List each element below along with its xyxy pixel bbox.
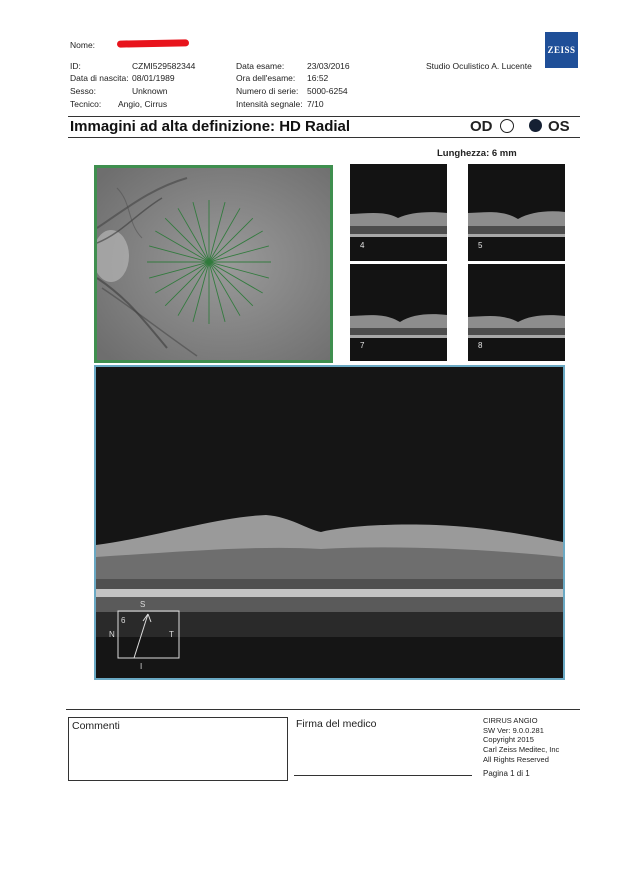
page-number: Pagina 1 di 1 — [483, 769, 530, 778]
name-redaction — [117, 39, 189, 47]
dob-value: 08/01/1989 — [132, 73, 175, 83]
serial-value: 5000-6254 — [307, 86, 348, 96]
signature-line — [294, 775, 472, 776]
bscan-main-graphic — [96, 367, 563, 678]
id-label: ID: — [70, 61, 81, 71]
os-selected-icon — [529, 119, 542, 132]
bscan-graphic — [468, 264, 565, 361]
signal-value: 7/10 — [307, 99, 324, 109]
comments-label: Commenti — [72, 720, 120, 732]
thumbnail-number: 8 — [478, 341, 483, 350]
software-line: All Rights Reserved — [483, 754, 549, 764]
bscan-thumbnail-5[interactable] — [468, 164, 565, 261]
eye-od-label: OD — [470, 118, 493, 135]
clinic-name: Studio Oculistico A. Lucente — [426, 61, 532, 71]
sex-label: Sesso: — [70, 86, 96, 96]
orientation-s: S — [140, 600, 146, 609]
bscan-thumbnail-8[interactable] — [468, 264, 565, 361]
comments-box — [68, 717, 288, 781]
eye-os-label: OS — [548, 118, 570, 135]
sex-value: Unknown — [132, 86, 168, 96]
thumbnail-number: 7 — [360, 341, 365, 350]
bscan-graphic — [468, 164, 565, 261]
id-value: CZMI529582344 — [132, 61, 196, 71]
software-info — [483, 716, 559, 765]
od-unselected-icon — [500, 119, 514, 133]
thumbnail-number: 4 — [360, 241, 365, 250]
bscan-main-image[interactable] — [94, 365, 565, 680]
zeiss-logo — [545, 32, 578, 68]
orientation-scan-number: 6 — [121, 616, 126, 625]
thumbnail-number: 5 — [478, 241, 483, 250]
software-line: Carl Zeiss Meditec, Inc — [483, 745, 560, 755]
page-title: Immagini ad alta definizione: HD Radial — [70, 118, 351, 135]
fundus-graphic — [97, 168, 330, 360]
exam-time-value: 16:52 — [307, 73, 329, 83]
tech-value: Angio, Cirrus — [118, 99, 168, 109]
software-line: Copyright 2015 — [483, 735, 534, 745]
software-line: CIRRUS ANGIO — [483, 716, 538, 725]
logo-text: ZEISS — [547, 45, 576, 55]
bscan-thumbnail-4[interactable] — [350, 164, 447, 261]
software-line: SW Ver: 9.0.0.281 — [483, 725, 544, 735]
fundus-image — [94, 165, 333, 363]
orientation-i: I — [140, 662, 143, 671]
bscan-graphic — [350, 264, 447, 361]
signal-label: Intensità segnale: — [236, 99, 303, 109]
title-bottom-rule — [68, 137, 580, 138]
signature-label: Firma del medico — [296, 718, 377, 730]
exam-date-value: 23/03/2016 — [307, 61, 350, 71]
orientation-n: N — [109, 630, 115, 639]
name-label: Nome: — [70, 40, 96, 50]
length-label: Lunghezza: 6 mm — [437, 148, 517, 159]
footer-rule — [66, 709, 580, 710]
orientation-t: T — [169, 630, 174, 639]
bscan-graphic — [350, 164, 447, 261]
exam-time-label: Ora dell'esame: — [236, 73, 296, 83]
title-top-rule — [68, 116, 580, 117]
dob-label: Data di nascita: — [70, 73, 129, 83]
bscan-thumbnail-7[interactable] — [350, 264, 447, 361]
tech-label: Tecnico: — [70, 99, 102, 109]
serial-label: Numero di serie: — [236, 86, 299, 96]
exam-date-label: Data esame: — [236, 61, 285, 71]
